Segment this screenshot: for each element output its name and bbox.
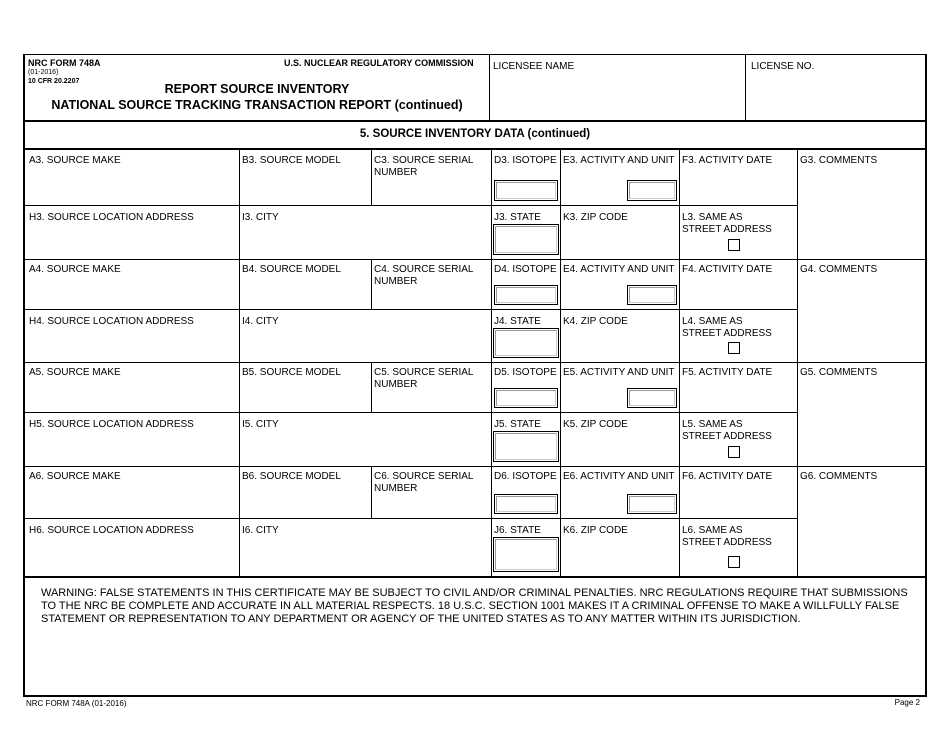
source-make-input-5[interactable]	[28, 381, 236, 410]
source-serial-input-3[interactable]	[374, 181, 488, 203]
frame-bottom	[23, 695, 927, 697]
rule-line	[679, 412, 680, 466]
same-as-street-checkbox-4[interactable]	[728, 342, 740, 354]
rule-line	[239, 205, 240, 259]
rule-line	[491, 259, 492, 309]
frame-top	[23, 54, 927, 55]
zip-code-input-6[interactable]	[563, 539, 676, 574]
source-model-input-5[interactable]	[242, 381, 368, 410]
rule-line	[371, 259, 372, 309]
warning-top-rule	[23, 576, 927, 578]
state-input-4[interactable]	[493, 328, 559, 358]
source-serial-input-5[interactable]	[374, 393, 488, 410]
rule-line	[491, 466, 492, 518]
rule-line	[25, 205, 797, 206]
input-bevel	[495, 330, 557, 356]
zip-code-label: K4. ZIP CODE	[563, 316, 628, 327]
activity-date-input-5[interactable]	[682, 381, 794, 410]
source-make-input-6[interactable]	[28, 485, 236, 516]
isotope-input-3[interactable]	[494, 180, 558, 201]
isotope-input-6[interactable]	[494, 494, 558, 514]
rule-line	[679, 309, 680, 362]
rule-line	[491, 362, 492, 412]
zip-code-input-5[interactable]	[563, 433, 676, 464]
input-bevel	[496, 287, 556, 303]
source-serial-label: C5. SOURCE SERIAL NUMBER	[374, 367, 474, 390]
rule-line	[560, 362, 561, 412]
activity-date-label: F4. ACTIVITY DATE	[682, 264, 773, 275]
section-title: 5. SOURCE INVENTORY DATA (continued)	[359, 128, 591, 140]
rule-line	[797, 362, 798, 412]
rule-line	[560, 150, 561, 205]
input-bevel	[496, 496, 556, 512]
rule-line	[239, 362, 240, 412]
rule-line	[560, 259, 561, 309]
activity-unit-input-5[interactable]	[627, 388, 677, 408]
rule-line	[25, 412, 797, 413]
activity-value-input-3[interactable]	[563, 180, 625, 201]
source-serial-label: C3. SOURCE SERIAL NUMBER	[374, 155, 474, 178]
header-bottom-rule	[23, 120, 927, 122]
activity-unit-label: E5. ACTIVITY AND UNIT	[563, 367, 675, 378]
activity-value-input-4[interactable]	[563, 285, 625, 305]
rule-line	[25, 259, 925, 260]
activity-date-input-3[interactable]	[682, 169, 794, 203]
source-location-address-label: H6. SOURCE LOCATION ADDRESS	[29, 525, 194, 536]
city-label: I4. CITY	[242, 316, 279, 327]
rule-line	[797, 412, 798, 466]
rule-line	[560, 466, 561, 518]
rule-line	[491, 205, 492, 259]
input-bevel	[629, 182, 675, 199]
same-as-street-checkbox-6[interactable]	[728, 556, 740, 568]
rule-line	[797, 205, 798, 259]
activity-unit-input-6[interactable]	[627, 494, 677, 514]
header-divider	[489, 54, 490, 121]
comments-label: G4. COMMENTS	[800, 264, 878, 275]
isotope-label: D4. ISOTOPE	[494, 264, 557, 275]
rule-line	[679, 205, 680, 259]
frame-left	[23, 54, 25, 697]
rule-line	[491, 518, 492, 576]
form-date: (01-2016)	[28, 69, 59, 76]
source-location-address-input-4[interactable]	[28, 330, 236, 360]
rule-line	[239, 466, 240, 518]
rule-line	[797, 309, 798, 362]
same-as-street-label: L3. SAME AS STREET ADDRESS	[682, 212, 772, 235]
input-bevel	[495, 433, 557, 460]
source-location-address-label: H3. SOURCE LOCATION ADDRESS	[29, 212, 194, 223]
source-model-label: B6. SOURCE MODEL	[242, 471, 341, 482]
rule-line	[239, 259, 240, 309]
source-model-label: B4. SOURCE MODEL	[242, 264, 341, 275]
state-label: J4. STATE	[494, 316, 541, 327]
rule-line	[560, 412, 561, 466]
activity-unit-label: E6. ACTIVITY AND UNIT	[563, 471, 675, 482]
source-model-label: B5. SOURCE MODEL	[242, 367, 341, 378]
rule-line	[25, 518, 797, 519]
form-number: NRC FORM 748A	[28, 58, 101, 68]
header-divider	[745, 54, 746, 121]
rule-line	[679, 518, 680, 576]
source-location-address-input-3[interactable]	[28, 226, 236, 257]
rule-line	[371, 362, 372, 412]
rule-line	[797, 518, 798, 576]
zip-code-label: K5. ZIP CODE	[563, 419, 628, 430]
activity-unit-label: E4. ACTIVITY AND UNIT	[563, 264, 675, 275]
state-label: J6. STATE	[494, 525, 541, 536]
rule-line	[797, 259, 798, 309]
rule-line	[560, 205, 561, 259]
input-bevel	[629, 390, 675, 406]
rule-line	[679, 466, 680, 518]
activity-date-label: F6. ACTIVITY DATE	[682, 471, 773, 482]
zip-code-label: K6. ZIP CODE	[563, 525, 628, 536]
rule-line	[239, 412, 240, 466]
source-location-address-input-6[interactable]	[28, 539, 236, 574]
city-input-5[interactable]	[242, 433, 488, 464]
source-location-address-label: H4. SOURCE LOCATION ADDRESS	[29, 316, 194, 327]
same-as-street-label: L6. SAME AS STREET ADDRESS	[682, 525, 772, 548]
isotope-input-5[interactable]	[494, 388, 558, 408]
source-model-label: B3. SOURCE MODEL	[242, 155, 341, 166]
zip-code-input-4[interactable]	[563, 330, 676, 360]
rule-line	[491, 309, 492, 362]
warning-text: WARNING: FALSE STATEMENTS IN THIS CERTIFICATE MAY BE SUBJECT TO CIVIL AND/OR CRIMINAL PENALTIES. NRC REGULATIONS REQUIRE THAT SUBMISSIONS TO THE NRC BE COMPLETE AND ACCURATE IN ALL MATERIAL RESPECTS. 18 U.S.C. SECTION 1001 MAKES IT A CRIMINAL OFFENSE TO MAKE A WILLFULLY FALSE STATEMENT OR REPRESENTATION TO ANY DEPARTMENT OR AGENCY OF THE UNITED STATES AS TO ANY MATTER WITHIN ITS JURISDICTION.	[41, 587, 908, 625]
activity-unit-input-4[interactable]	[627, 285, 677, 305]
city-input-6[interactable]	[242, 539, 488, 574]
source-serial-label: C6. SOURCE SERIAL NUMBER	[374, 471, 474, 494]
input-bevel	[629, 287, 675, 303]
activity-date-label: F3. ACTIVITY DATE	[682, 155, 773, 166]
comments-input-5[interactable]	[800, 381, 922, 462]
footer-form-id: NRC FORM 748A (01-2016)	[26, 699, 127, 708]
activity-unit-input-3[interactable]	[627, 180, 677, 201]
comments-input-4[interactable]	[800, 278, 922, 358]
rule-line	[25, 309, 797, 310]
form-title: REPORT SOURCE INVENTORY	[164, 82, 350, 96]
isotope-label: D6. ISOTOPE	[494, 471, 557, 482]
city-label: I5. CITY	[242, 419, 279, 430]
state-input-3[interactable]	[493, 224, 559, 255]
rule-line	[239, 150, 240, 205]
license-no-input[interactable]	[749, 75, 924, 119]
city-input-3[interactable]	[242, 226, 488, 257]
activity-date-input-6[interactable]	[682, 485, 794, 516]
isotope-label: D3. ISOTOPE	[494, 155, 557, 166]
state-label: J5. STATE	[494, 419, 541, 430]
input-bevel	[495, 539, 557, 570]
activity-value-input-6[interactable]	[563, 494, 625, 514]
activity-unit-label: E3. ACTIVITY AND UNIT	[563, 155, 675, 166]
city-input-4[interactable]	[242, 330, 488, 360]
source-make-input-4[interactable]	[28, 278, 236, 307]
frame-right	[925, 54, 927, 697]
same-as-street-label: L5. SAME AS STREET ADDRESS	[682, 419, 772, 442]
zip-code-label: K3. ZIP CODE	[563, 212, 628, 223]
rule-line	[491, 412, 492, 466]
state-input-5[interactable]	[493, 431, 559, 462]
city-label: I6. CITY	[242, 525, 279, 536]
source-model-input-3[interactable]	[242, 169, 368, 203]
state-label: J3. STATE	[494, 212, 541, 223]
section-title-rule	[23, 148, 927, 150]
rule-line	[560, 309, 561, 362]
source-serial-input-4[interactable]	[374, 290, 488, 307]
input-bevel	[495, 226, 557, 253]
source-make-input-3[interactable]	[28, 169, 236, 203]
rule-line	[371, 466, 372, 518]
source-make-label: A6. SOURCE MAKE	[29, 471, 121, 482]
zip-code-input-3[interactable]	[563, 226, 676, 257]
comments-label: G5. COMMENTS	[800, 367, 878, 378]
city-label: I3. CITY	[242, 212, 279, 223]
input-bevel	[496, 390, 556, 406]
rule-line	[25, 466, 925, 467]
rule-line	[797, 466, 798, 518]
source-make-label: A5. SOURCE MAKE	[29, 367, 121, 378]
isotope-label: D5. ISOTOPE	[494, 367, 557, 378]
footer-page-number: Page 2	[894, 698, 920, 707]
source-location-address-input-5[interactable]	[28, 433, 236, 464]
rule-line	[679, 362, 680, 412]
rule-line	[679, 259, 680, 309]
source-serial-input-6[interactable]	[374, 497, 488, 516]
source-serial-label: C4. SOURCE SERIAL NUMBER	[374, 264, 474, 287]
rule-line	[679, 150, 680, 205]
form-subtitle: NATIONAL SOURCE TRACKING TRANSACTION REPORT (continued)	[51, 98, 463, 112]
state-input-6[interactable]	[493, 537, 559, 572]
rule-line	[371, 150, 372, 205]
rule-line	[560, 518, 561, 576]
isotope-input-4[interactable]	[494, 285, 558, 305]
activity-date-input-4[interactable]	[682, 278, 794, 307]
comments-label: G3. COMMENTS	[800, 155, 878, 166]
cfr-reference: 10 CFR 20.2207	[28, 78, 80, 85]
licensee-name-label: LICENSEE NAME	[493, 61, 575, 72]
input-bevel	[629, 496, 675, 512]
rule-line	[239, 309, 240, 362]
activity-date-label: F5. ACTIVITY DATE	[682, 367, 773, 378]
form-header	[0, 0, 950, 122]
rule-line	[239, 518, 240, 576]
same-as-street-checkbox-3[interactable]	[728, 239, 740, 251]
rule-line	[797, 150, 798, 205]
source-make-label: A4. SOURCE MAKE	[29, 264, 121, 275]
license-no-label: LICENSE NO.	[751, 61, 815, 72]
rule-line	[491, 150, 492, 205]
source-location-address-label: H5. SOURCE LOCATION ADDRESS	[29, 419, 194, 430]
source-model-input-6[interactable]	[242, 485, 368, 516]
comments-input-6[interactable]	[800, 485, 922, 572]
rule-line	[25, 362, 925, 363]
activity-value-input-5[interactable]	[563, 388, 625, 408]
comments-label: G6. COMMENTS	[800, 471, 878, 482]
input-bevel	[496, 182, 556, 199]
same-as-street-label: L4. SAME AS STREET ADDRESS	[682, 316, 772, 339]
agency-name: U.S. NUCLEAR REGULATORY COMMISSION	[284, 58, 474, 68]
same-as-street-checkbox-5[interactable]	[728, 446, 740, 458]
source-make-label: A3. SOURCE MAKE	[29, 155, 121, 166]
source-model-input-4[interactable]	[242, 278, 368, 307]
comments-input-3[interactable]	[800, 169, 922, 255]
licensee-name-input[interactable]	[492, 75, 745, 119]
